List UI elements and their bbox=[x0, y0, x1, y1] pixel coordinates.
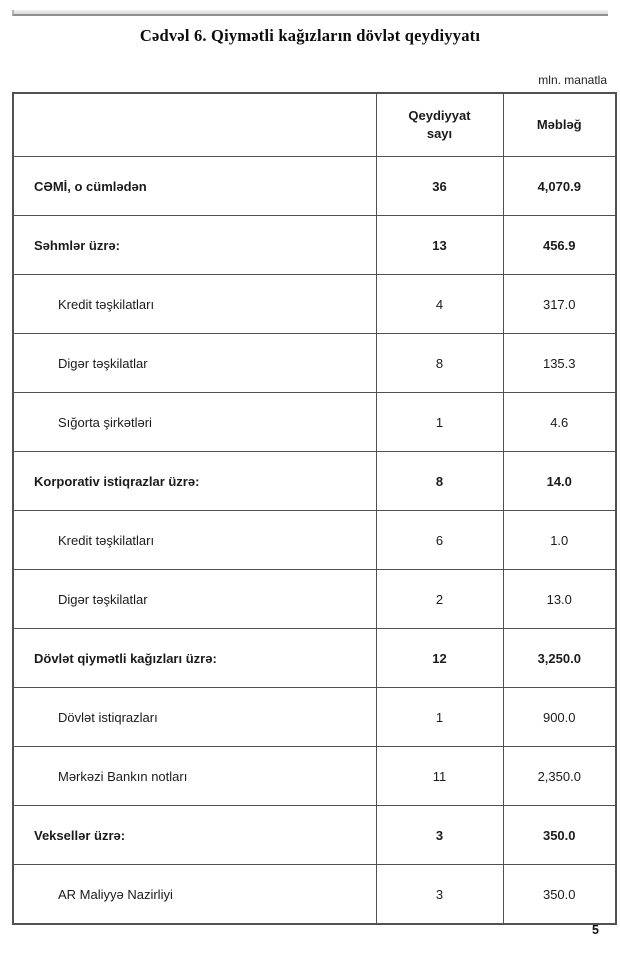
row-amount: 317.0 bbox=[503, 275, 616, 334]
row-label: CƏMİ, o cümlədən bbox=[13, 157, 376, 216]
row-label: Kredit təşkilatları bbox=[13, 511, 376, 570]
row-amount: 350.0 bbox=[503, 806, 616, 865]
row-count: 6 bbox=[376, 511, 503, 570]
header-cell-empty bbox=[13, 93, 376, 157]
table-row-finance-ministry bbox=[13, 865, 616, 925]
table-row-corporate-bonds bbox=[13, 452, 616, 511]
row-label: Mərkəzi Bankın notları bbox=[13, 747, 376, 806]
row-label: Kredit təşkilatları bbox=[13, 275, 376, 334]
row-label: Sığorta şirkətləri bbox=[13, 393, 376, 452]
row-count: 2 bbox=[376, 570, 503, 629]
table-row-other-organizations bbox=[13, 570, 616, 629]
table-row-shares bbox=[13, 216, 616, 275]
top-divider bbox=[12, 10, 608, 16]
table-row-insurance-companies bbox=[13, 393, 616, 452]
table-row-government-bonds bbox=[13, 688, 616, 747]
row-count: 4 bbox=[376, 275, 503, 334]
row-label: Səhmlər üzrə: bbox=[13, 216, 376, 275]
table-header-row bbox=[13, 93, 616, 157]
row-label: Veksellər üzrə: bbox=[13, 806, 376, 865]
row-count: 1 bbox=[376, 393, 503, 452]
table-row-other-organizations bbox=[13, 334, 616, 393]
row-amount: 135.3 bbox=[503, 334, 616, 393]
row-label: Digər təşkilatlar bbox=[13, 570, 376, 629]
row-label: AR Maliyyə Nazirliyi bbox=[13, 865, 376, 925]
row-label: Korporativ istiqrazlar üzrə: bbox=[13, 452, 376, 511]
row-amount: 2,350.0 bbox=[503, 747, 616, 806]
row-amount: 4.6 bbox=[503, 393, 616, 452]
row-label: Dövlət qiymətli kağızları üzrə: bbox=[13, 629, 376, 688]
row-count: 1 bbox=[376, 688, 503, 747]
page-title: Cədvəl 6. Qiymətli kağızların dövlət qeydiyyatı bbox=[139, 26, 481, 45]
header-cell-registration-count: Qeydiyyat sayı bbox=[376, 93, 503, 157]
row-count: 11 bbox=[376, 747, 503, 806]
table-row-credit-organizations bbox=[13, 275, 616, 334]
row-count: 3 bbox=[376, 865, 503, 925]
row-amount: 14.0 bbox=[503, 452, 616, 511]
row-count: 12 bbox=[376, 629, 503, 688]
unit-note: mln. manatla bbox=[538, 73, 607, 87]
table-row-promissory-notes bbox=[13, 806, 616, 865]
row-count: 8 bbox=[376, 334, 503, 393]
row-amount: 350.0 bbox=[503, 865, 616, 925]
securities-registration-table bbox=[12, 92, 617, 925]
table-row-government-securities bbox=[13, 629, 616, 688]
row-amount: 456.9 bbox=[503, 216, 616, 275]
page-number: 5 bbox=[592, 923, 599, 937]
row-count: 36 bbox=[376, 157, 503, 216]
row-count: 8 bbox=[376, 452, 503, 511]
header-cell-amount: Məbləğ bbox=[503, 93, 616, 157]
row-amount: 13.0 bbox=[503, 570, 616, 629]
table-row-total bbox=[13, 157, 616, 216]
row-count: 3 bbox=[376, 806, 503, 865]
row-amount: 1.0 bbox=[503, 511, 616, 570]
row-amount: 900.0 bbox=[503, 688, 616, 747]
row-label: Dövlət istiqrazları bbox=[13, 688, 376, 747]
table-row-central-bank-notes bbox=[13, 747, 616, 806]
row-amount: 4,070.9 bbox=[503, 157, 616, 216]
row-amount: 3,250.0 bbox=[503, 629, 616, 688]
row-label: Digər təşkilatlar bbox=[13, 334, 376, 393]
row-count: 13 bbox=[376, 216, 503, 275]
table-row-credit-organizations bbox=[13, 511, 616, 570]
